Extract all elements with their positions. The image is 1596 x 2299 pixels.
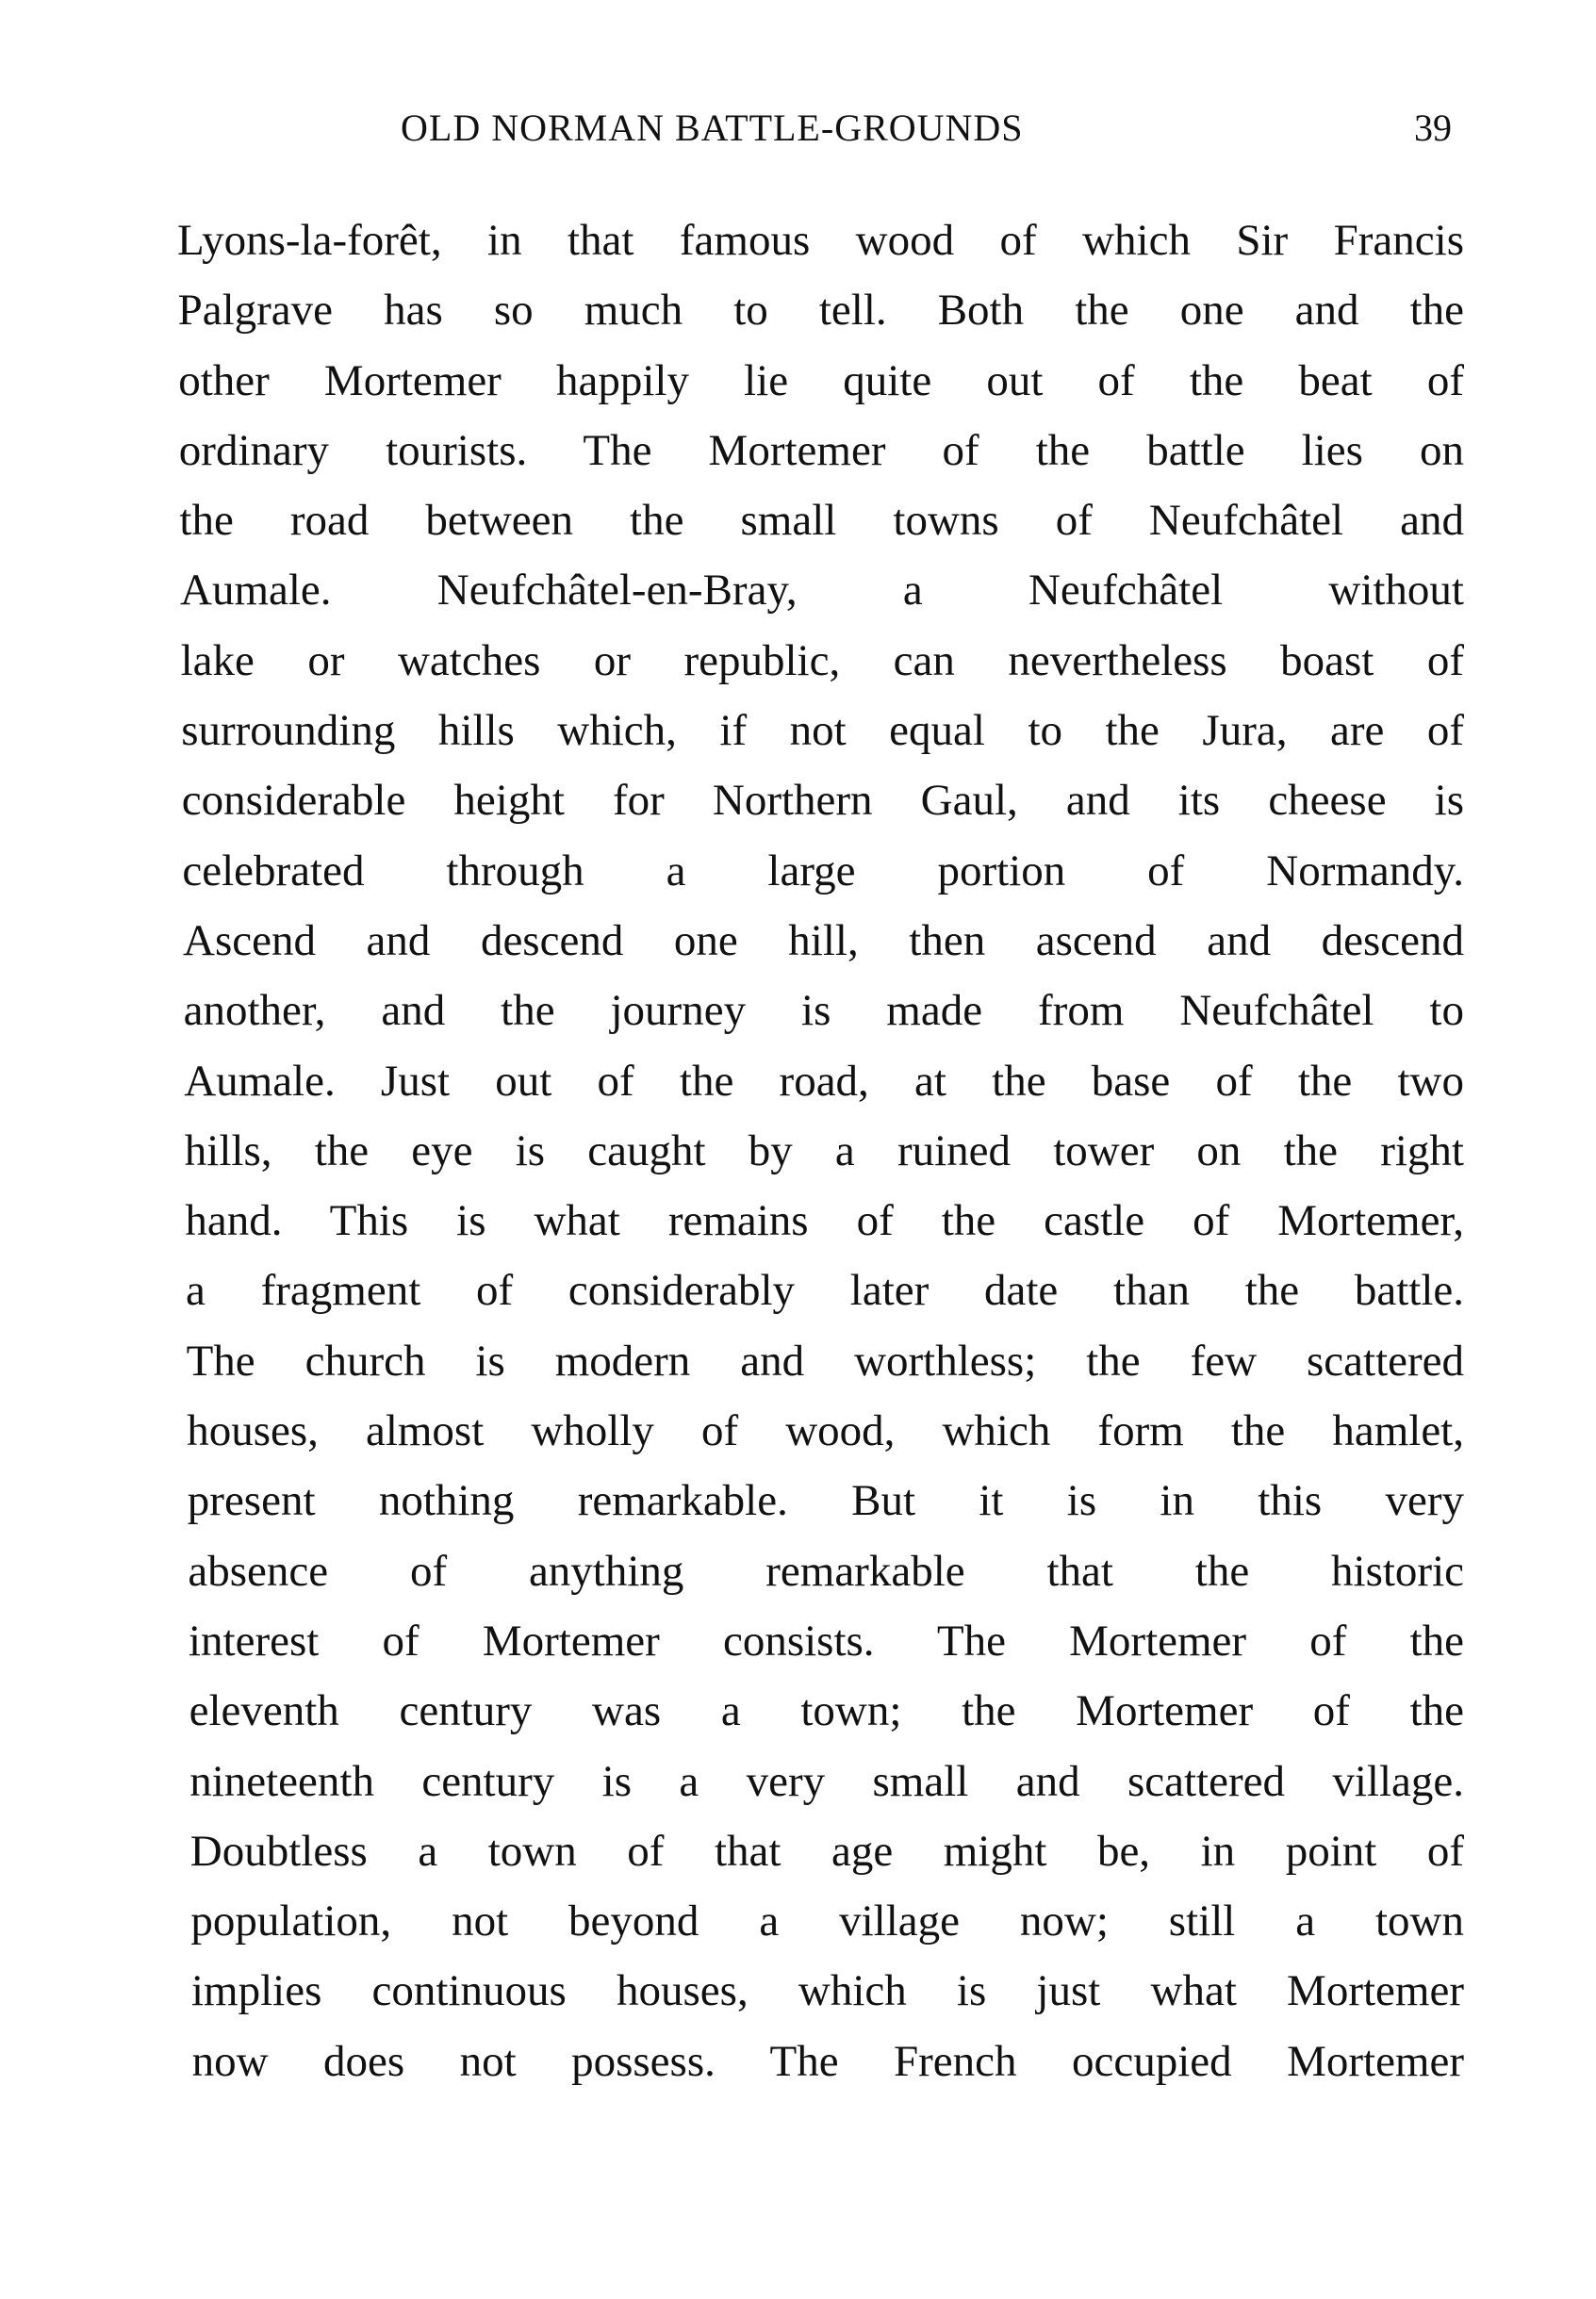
text-line: absence of anything remarkable that the historic bbox=[188, 1546, 1464, 1596]
text-line: Ascend and descend one hill, then ascend and descend bbox=[183, 915, 1464, 965]
text-line: The church is modern and worthless; the few scattered bbox=[186, 1336, 1464, 1386]
text-line: ordinary tourists. The Mortemer of the battle lies on bbox=[178, 425, 1464, 475]
text-line: Lyons-la-forêt, in that famous wood of which Sir Francis bbox=[177, 216, 1464, 265]
text-line: a fragment of considerably later date than the battle. bbox=[186, 1266, 1464, 1316]
text-line: the road between the small towns of Neufchâtel and bbox=[179, 496, 1464, 546]
text-line: interest of Mortemer consists. The Mortemer of the bbox=[189, 1616, 1464, 1666]
text-line: Aumale. Neufchâtel-en-Bray, a Neufchâtel without bbox=[180, 566, 1464, 616]
running-header bbox=[358, 106, 1452, 162]
text-line: now does not possess. The French occupied Mortemer bbox=[191, 2036, 1464, 2086]
text-line: population, not beyond a village now; still a town bbox=[190, 1897, 1464, 1946]
text-line: Aumale. Just out of the road, at the base of the two bbox=[184, 1056, 1464, 1106]
text-line: other Mortemer happily lie quite out of the beat of bbox=[178, 355, 1464, 405]
text-line: Palgrave has so much to tell. Both the one and the bbox=[177, 286, 1464, 336]
text-line: nineteenth century is a very small and scattered village. bbox=[189, 1756, 1464, 1806]
running-title: OLD NORMAN BATTLE-GROUNDS bbox=[401, 107, 1024, 149]
text-line: implies continuous houses, which is just what Mortemer bbox=[191, 1966, 1464, 2016]
page-number: 39 bbox=[1414, 107, 1452, 149]
text-line: Doubtless a town of that age might be, in point of bbox=[189, 1826, 1464, 1876]
text-line: houses, almost wholly of wood, which form the hamlet, bbox=[187, 1406, 1464, 1456]
text-line: present nothing remarkable. But it is in this very bbox=[187, 1476, 1464, 1526]
text-line: hills, the eye is caught by a ruined tower on the right bbox=[184, 1125, 1464, 1175]
text-line: celebrated through a large portion of Normandy. bbox=[182, 846, 1464, 895]
text-line: considerable height for Northern Gaul, and its cheese is bbox=[181, 776, 1464, 826]
text-line: another, and the journey is made from Neufchâtel to bbox=[183, 986, 1464, 1036]
text-line: surrounding hills which, if not equal to the Jura, are of bbox=[181, 706, 1464, 756]
body-text bbox=[177, 205, 1464, 2096]
text-line: lake or watches or republic, can nevertheless boast of bbox=[180, 635, 1464, 685]
text-line: hand. This is what remains of the castle of Mortemer, bbox=[185, 1196, 1464, 1246]
text-line: eleventh century was a town; the Mortemer of the bbox=[189, 1686, 1464, 1736]
